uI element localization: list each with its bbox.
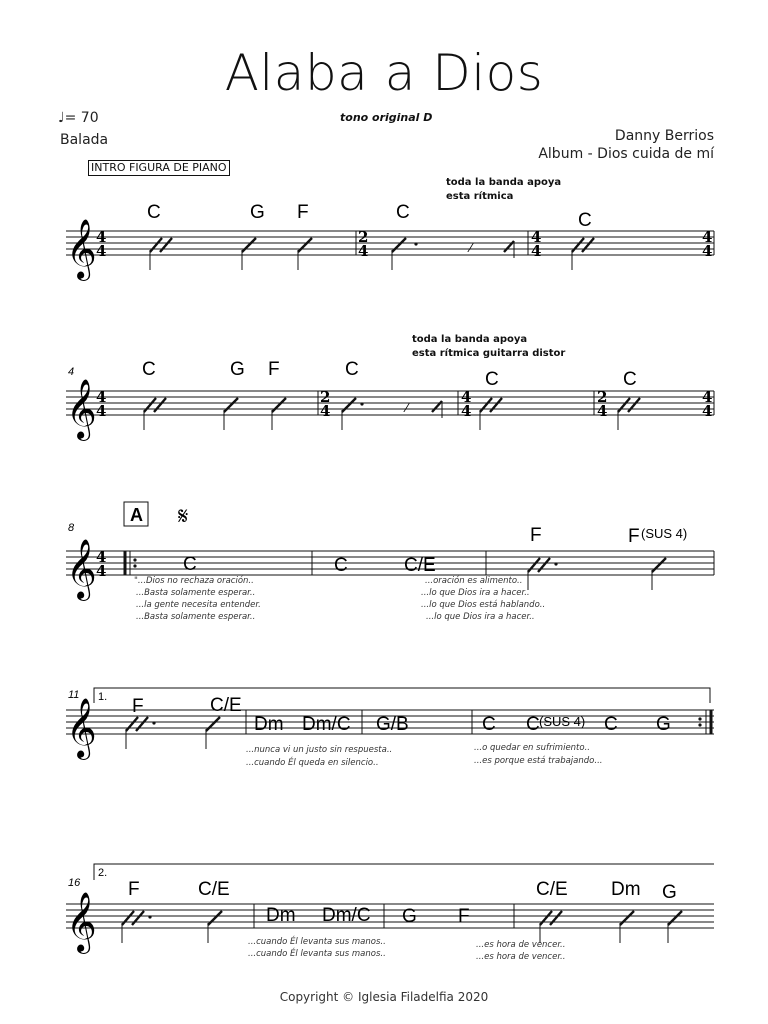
time-sig-bottom: 4 <box>702 402 713 420</box>
treble-clef-icon: 𝄞 <box>66 539 97 599</box>
time-sig-bottom: 4 <box>96 242 107 260</box>
tempo-value: = 70 <box>64 110 99 126</box>
measure-number: 4 <box>68 366 75 378</box>
repeat-dot <box>698 717 701 720</box>
lyric-line: ...Basta solamente esperar.. <box>136 588 256 598</box>
chord-symbol: C <box>623 369 637 390</box>
lyric-line: ...la gente necesita entender. <box>136 600 261 610</box>
slash-chord: G <box>656 714 671 735</box>
measure-number: 8 <box>68 522 75 534</box>
chord-symbol: G <box>662 882 677 903</box>
system-1 <box>66 231 714 270</box>
time-sig-top: 4 <box>96 548 107 566</box>
slash-chord: C <box>526 714 540 735</box>
slash-chord: C <box>334 555 348 576</box>
lyrics-block <box>246 743 602 768</box>
time-sig-top: 2 <box>358 228 369 246</box>
slash-chord: Dm/C <box>302 714 351 735</box>
slash-chord: C <box>604 714 618 735</box>
measure-number: 11 <box>68 689 80 701</box>
time-sig-top: 4 <box>461 388 472 406</box>
lyric-line: ...es porque está trabajando... <box>474 756 603 766</box>
chord-symbol: C <box>345 359 359 380</box>
time-sig-bottom: 4 <box>320 402 331 420</box>
repeat-dot <box>698 723 701 726</box>
lyric-line: ...cuando Él queda en silencio.. <box>246 758 379 768</box>
slash-chord: C/E <box>404 555 436 576</box>
copyright: Copyright © Iglesia Filadelfia 2020 <box>279 990 489 1004</box>
lyric-line: ...cuando Él levanta sus manos.. <box>248 937 386 947</box>
chord-symbol: F <box>628 526 640 547</box>
slash-chord: Dm/C <box>322 905 371 926</box>
time-sig-bottom: 4 <box>597 402 608 420</box>
chord-symbol: C <box>578 210 592 231</box>
lyrics-block <box>134 575 545 622</box>
chord-symbol: G <box>250 202 265 223</box>
lyric-line: ...lo que Dios ira a hacer.. <box>421 588 530 598</box>
slash-chord: G/B <box>376 714 409 735</box>
system-5 <box>66 904 714 943</box>
lyric-line: ...o quedar en sufrimiento.. <box>474 743 590 753</box>
chord-symbol: F <box>297 202 309 223</box>
slash-chord: Dm <box>254 714 284 735</box>
lyric-line: "...Dios no rechaza oración.. <box>134 576 254 586</box>
key-note: tono original D <box>340 111 433 124</box>
lyric-line: ...lo que Dios está hablando.. <box>421 600 546 610</box>
segno-icon: 𝄋 <box>178 503 189 530</box>
lyric-line: ...oración es alimento.. <box>425 576 523 586</box>
dot <box>360 402 363 405</box>
chord-symbol: F <box>268 359 280 380</box>
chord-symbol: C <box>147 202 161 223</box>
treble-clef-icon: 𝄞 <box>66 219 97 279</box>
time-sig-bottom: 4 <box>461 402 472 420</box>
time-sig-bottom: 4 <box>358 242 369 260</box>
treble-clef-icon: 𝄞 <box>66 379 97 439</box>
time-sig-bottom: 4 <box>702 242 713 260</box>
lyrics-block <box>248 935 565 962</box>
chord-symbol: Dm <box>611 879 641 900</box>
lyric-line: ...nunca vi un justo sin respuesta.. <box>246 745 393 755</box>
slash-chord: C <box>482 714 496 735</box>
intro-box: INTRO FIGURA DE PIANO <box>88 160 230 176</box>
time-sig-top: 4 <box>531 228 542 246</box>
slash-chord: C <box>183 554 197 575</box>
dot <box>148 915 151 918</box>
repeat-dot <box>133 564 136 567</box>
time-sig-bottom: 4 <box>531 242 542 260</box>
treble-clef-icon: 𝄞 <box>66 892 97 952</box>
lyric-line: ...cuando Él levanta sus manos.. <box>248 949 386 959</box>
time-sig-top: 4 <box>702 388 713 406</box>
chord-suffix: (SUS 4) <box>641 526 688 541</box>
lyric-line: ...es hora de vencer.. <box>476 940 566 950</box>
chord-symbol: C <box>396 202 410 223</box>
chord-symbol: C <box>485 369 499 390</box>
measure-number: 16 <box>68 877 81 889</box>
time-sig-top: 2 <box>320 388 331 406</box>
chord-symbol: F <box>128 879 140 900</box>
volta-number: 1. <box>98 691 108 703</box>
time-sig-top: 2 <box>597 388 608 406</box>
note-line: esta rítmica guitarra distor <box>412 348 566 359</box>
dot <box>554 562 557 565</box>
lyric-line: ...lo que Dios ira a hacer.. <box>426 612 535 622</box>
chord-symbol: F <box>530 525 542 546</box>
chord-symbol: C <box>142 359 156 380</box>
chord-symbol: G <box>230 359 245 380</box>
lyric-line: ...es hora de vencer.. <box>476 952 566 962</box>
time-sig-bottom: 4 <box>96 562 107 580</box>
time-sig-bottom: 4 <box>96 402 107 420</box>
chord-suffix: (SUS 4) <box>539 714 586 729</box>
system-2 <box>66 391 714 430</box>
slash-chord: G <box>402 906 417 927</box>
rest-icon: ⁄ <box>470 240 473 255</box>
album: Album - Dios cuida de mí <box>538 146 714 162</box>
treble-clef-icon: 𝄞 <box>66 698 97 758</box>
lyric-line: ...Basta solamente esperar.. <box>136 612 256 622</box>
note-line: esta rítmica <box>446 191 514 202</box>
chord-symbol: C/E <box>536 879 568 900</box>
slash-chord: Dm <box>266 905 296 926</box>
volta-number: 2. <box>98 867 108 879</box>
dot <box>152 721 155 724</box>
song-title: Alaba a Dios <box>224 44 544 102</box>
repeat-dot <box>133 558 136 561</box>
dot <box>414 242 417 245</box>
quarter-note-icon: ♩ <box>58 110 65 126</box>
rehearsal-mark: A <box>130 505 143 525</box>
chord-symbol: C/E <box>210 695 242 716</box>
author: Danny Berrios <box>614 128 714 144</box>
chord-symbol: F <box>132 696 144 717</box>
time-sig-top: 4 <box>702 228 713 246</box>
chord-symbol: C/E <box>198 879 230 900</box>
time-sig-top: 4 <box>96 228 107 246</box>
note-line: toda la banda apoya <box>412 334 528 345</box>
rest-icon: ⁄ <box>406 400 409 415</box>
note-line: toda la banda apoya <box>446 177 562 188</box>
slash-chord: F <box>458 906 470 927</box>
time-sig-top: 4 <box>96 388 107 406</box>
volta-bracket-1 <box>94 688 710 703</box>
style-label: Balada <box>60 132 109 148</box>
volta-bracket-2 <box>94 864 714 880</box>
